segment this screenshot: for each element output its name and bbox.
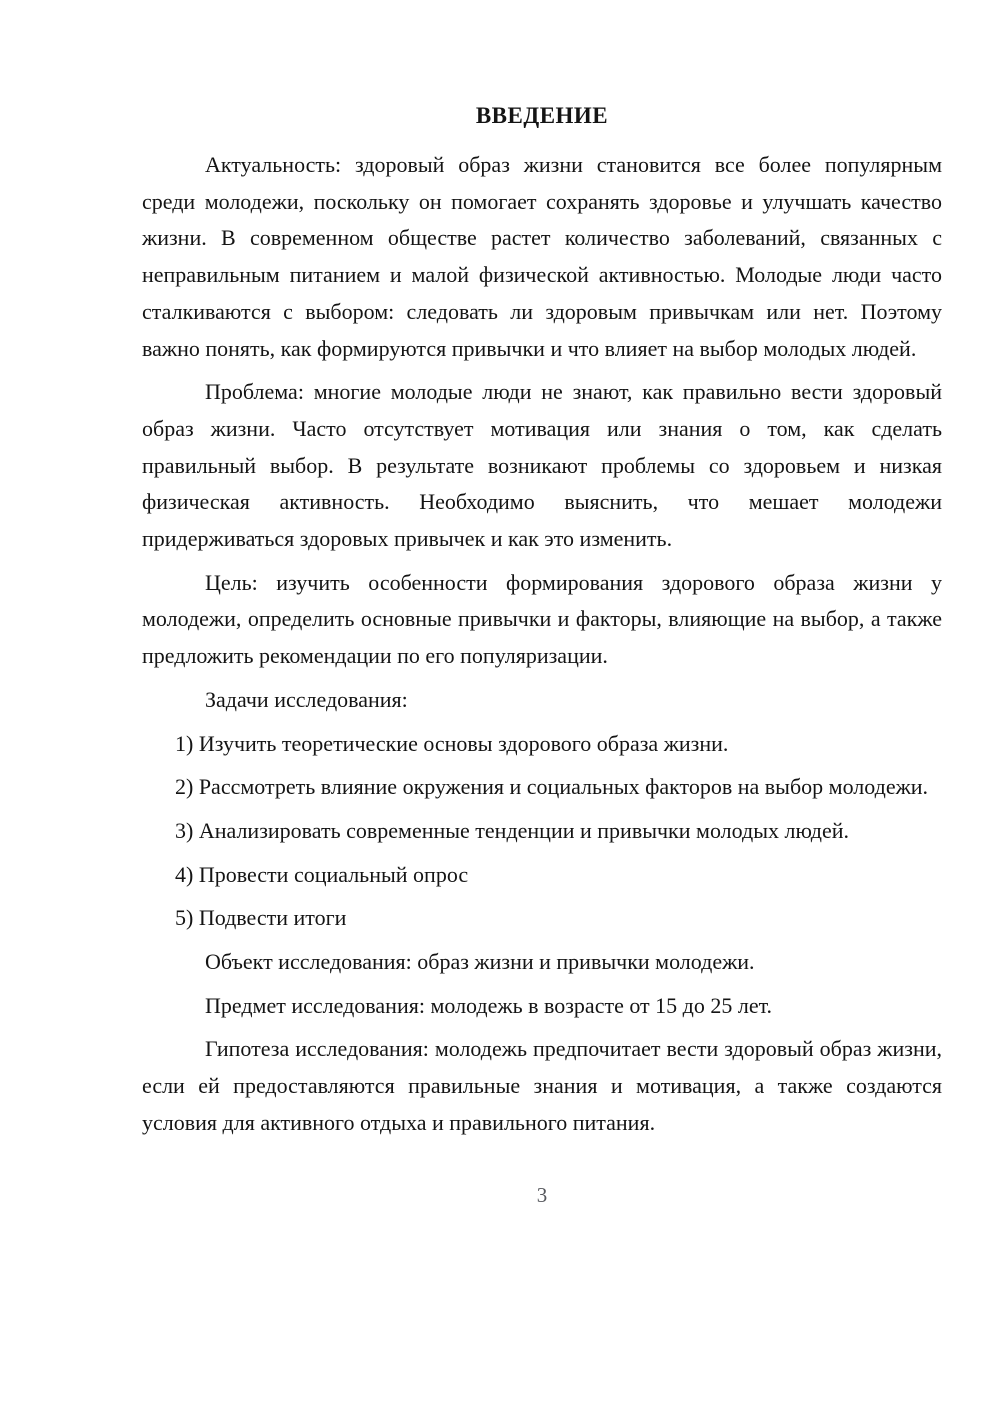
paragraph-obekt: Объект исследования: образ жизни и привычки молодежи. [205, 949, 755, 975]
task-item-3: 3) Анализировать современные тенденции и привычки молодых людей. [175, 817, 849, 843]
page-number: 3 [536, 1182, 548, 1207]
paragraph-predmet: Предмет исследования: молодежь в возрасте от 15 до 25 лет. [205, 992, 773, 1018]
task-item-5: 5) Подвести итоги [175, 905, 347, 931]
task-item-1: 1) Изучить теоретические основы здорового образа жизни. [175, 730, 729, 756]
paragraph-gipoteza: Гипотеза исследования: молодежь предпочитает вести здоровый образ жизни, если ей предоставляются правильные знания и мотивация, а также создаются условия для активного отдыха и правильного питания. [142, 1036, 942, 1135]
paragraph-problema: Проблема: многие молодые люди не знают, как правильно вести здоровый образ жизни. Часто отсутствует мотивация или знания о том, как сделать правильный выбор. В результате возникают проблемы со здоровьем и низкая физическая активность. Необходимо выяснить, что мешает молодежи придерживаться здоровых привычек и как это изменить. [142, 379, 942, 552]
section-heading [142, 97, 942, 134]
paragraph-tsel: Цель: изучить особенности формирования здорового образа жизни у молодежи, определить основные привычки и факторы, влияющие на выбор, а также предложить рекомендации по его популяризации. [142, 569, 942, 669]
task-item-2: 2) Рассмотреть влияние окружения и социальных факторов на выбор молодежи. [175, 774, 929, 800]
paragraph-zadachi-label: Задачи исследования: [205, 686, 408, 712]
paragraph-aktualnost: Актуальность: здоровый образ жизни становится все более популярным среди молодежи, поскольку он помогает сохранять здоровье и улучшать качество жизни. В современном обществе растет количество заболеваний, связанных с неправильным питанием и малой физической активностью. Молодые люди часто сталкиваются с выбором: следовать ли здоровым привычкам или нет. Поэтому важно понять, как формируются привычки и что влияет на выбор молодых людей. [142, 152, 942, 361]
section-heading-text: ВВЕДЕНИЕ [475, 103, 609, 128]
task-item-4: 4) Провести социальный опрос [175, 861, 469, 887]
